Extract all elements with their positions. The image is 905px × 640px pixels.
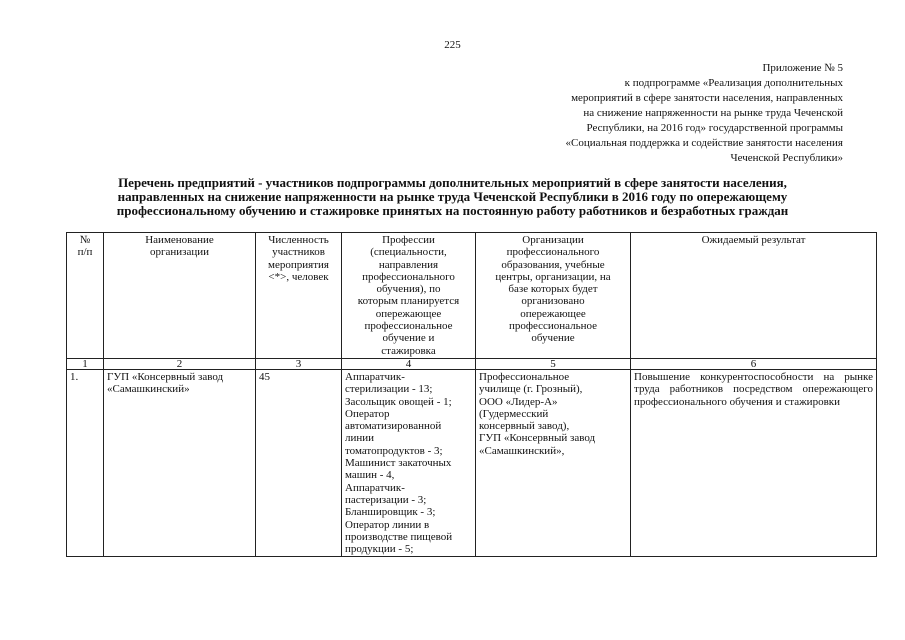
document-title	[40, 176, 865, 218]
header-professions: Профессии (специальности, направления профессионального обучения), по которым планируется опережающее профессиональное обучение и стажировка	[342, 233, 476, 359]
column-number: 2	[104, 358, 256, 369]
appendix-line: Республики, на 2016 год» государственной программы	[586, 122, 843, 134]
column-number-row	[67, 358, 877, 369]
title-line: направленных на снижение напряженности на рынке труда Чеченской Республики в 2016 году по опережающему	[117, 189, 788, 204]
appendix-line: Приложение № 5	[762, 62, 843, 74]
appendix-note	[503, 61, 843, 166]
column-number: 4	[342, 358, 476, 369]
page-number: 225	[444, 39, 461, 51]
appendix-line: Чеченской Республики»	[730, 152, 843, 164]
column-number: 6	[631, 358, 877, 369]
header-training-orgs: Организации профессионального образования, учебные центры, организации, на базе которых будет организовано опережающее профессиональное обучение	[476, 233, 631, 359]
title-line: Перечень предприятий - участников подпрограммы дополнительных мероприятий в сфере занятости населения,	[118, 175, 787, 190]
table-header-row	[67, 233, 877, 359]
row-training-orgs: Профессиональное училище (г. Грозный), ООО «Лидер-А» (Гудермесский консервный завод), ГУП «Консервный завод «Самашкинский»,	[476, 369, 631, 556]
table-row	[67, 369, 877, 556]
header-number: № п/п	[67, 233, 104, 359]
appendix-line: на снижение напряженности на рынке труда Чеченской	[583, 107, 843, 119]
row-professions: Аппаратчик- стерилизации - 13; Засольщик овощей - 1; Оператор автоматизированной линии томатопродуктов - 3; Машинист закаточных машин - 4, Аппаратчик- пастеризации - 3; Бланшировщик - 3; Оператор линии в производстве пищевой продукции - 5;	[342, 369, 476, 556]
appendix-line: мероприятий в сфере занятости населения, направленных	[571, 92, 843, 104]
column-number: 5	[476, 358, 631, 369]
header-participants: Численность участников мероприятия <*>, человек	[256, 233, 342, 359]
row-organization: ГУП «Консервный завод «Самашкинский»	[104, 369, 256, 556]
row-participants: 45	[256, 369, 342, 556]
row-number: 1.	[67, 369, 104, 556]
header-result: Ожидаемый результат	[631, 233, 877, 359]
enterprises-table	[66, 232, 877, 557]
appendix-line: «Социальная поддержка и содействие занятости населения	[565, 137, 843, 149]
appendix-line: к подпрограмме «Реализация дополнительных	[624, 77, 843, 89]
title-line: профессиональному обучению и стажировке принятых на постоянную работу работников и безработных граждан	[116, 203, 789, 218]
header-organization: Наименование организации	[104, 233, 256, 359]
column-number: 1	[67, 358, 104, 369]
row-result: Повышение конкурентоспособности на рынке труда работников посредством опережающего профессионального обучения и стажировки	[631, 369, 877, 556]
column-number: 3	[256, 358, 342, 369]
